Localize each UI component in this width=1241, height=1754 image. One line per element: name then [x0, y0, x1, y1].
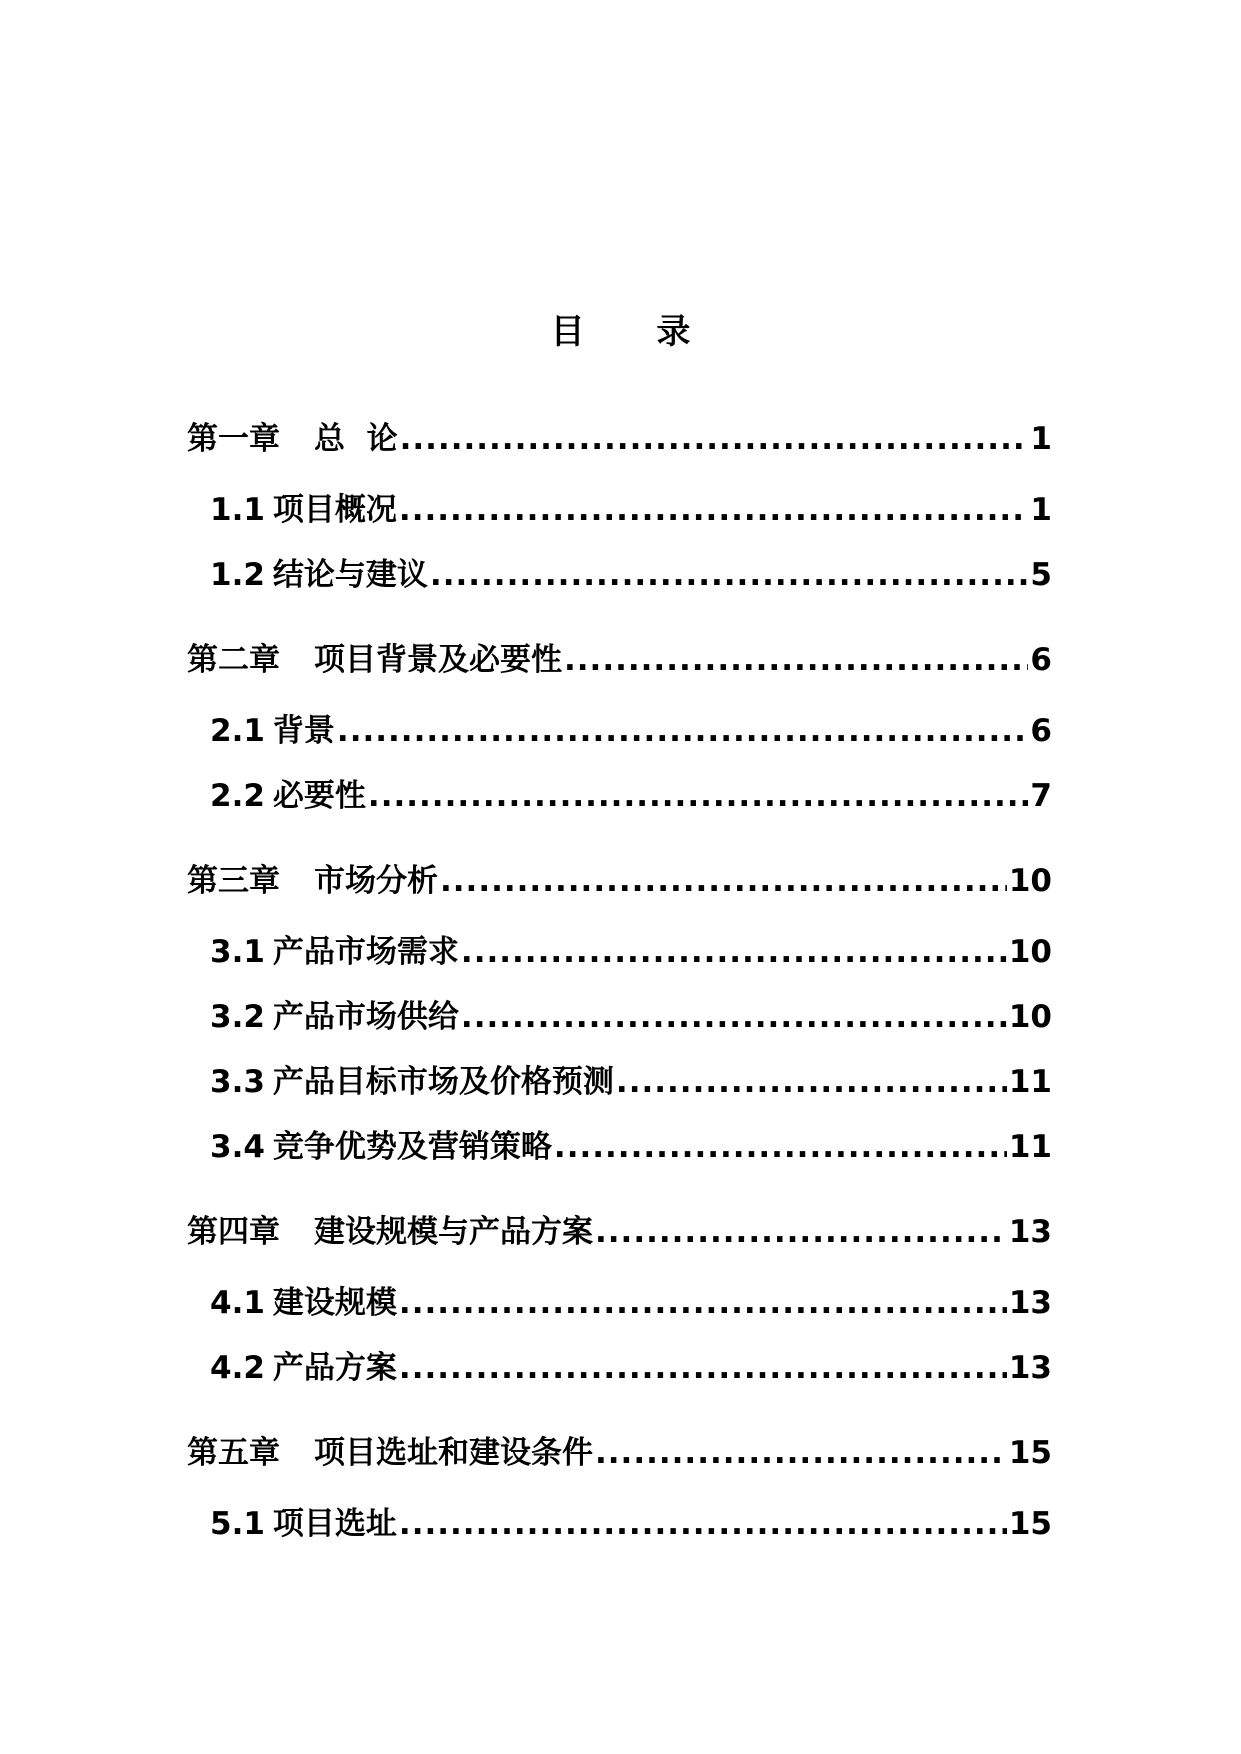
entry-page-number: 11 [1008, 1129, 1052, 1165]
entry-number: 3.2 [210, 999, 265, 1035]
toc-list [187, 400, 1052, 1557]
entry-number: 2.1 [210, 713, 265, 749]
entry-title: 背景 [272, 713, 335, 749]
dot-leader [399, 1271, 1007, 1336]
entry-page-number: 6 [1030, 713, 1052, 749]
entry-page-number: 5 [1030, 557, 1052, 593]
toc-entry-section-3-3[interactable] [187, 1050, 1052, 1115]
entry-title: 竞争优势及营销策略 [272, 1129, 552, 1165]
dot-leader [461, 985, 1007, 1050]
toc-entry-chapter-3[interactable] [187, 842, 1052, 920]
entry-page-number: 7 [1030, 778, 1052, 814]
entry-number: 第三章 [187, 863, 280, 899]
entry-page-number: 15 [1008, 1506, 1052, 1542]
entry-title: 建设规模与产品方案 [314, 1214, 593, 1250]
entry-title: 项目概况 [272, 492, 397, 528]
toc-entry-chapter-4[interactable] [187, 1193, 1052, 1271]
entry-page-number: 11 [1008, 1064, 1052, 1100]
entry-title: 产品市场需求 [272, 934, 459, 970]
entry-title: 总 论 [314, 421, 398, 457]
dot-leader [399, 478, 1029, 543]
entry-number: 3.1 [210, 934, 265, 970]
entry-title: 结论与建议 [272, 557, 428, 593]
entry-number: 第四章 [187, 1214, 280, 1250]
entry-title: 建设规模 [272, 1285, 397, 1321]
entry-number: 2.2 [210, 778, 265, 814]
entry-page-number: 10 [1008, 999, 1052, 1035]
entry-page-number: 1 [1030, 492, 1052, 528]
entry-title: 产品目标市场及价格预测 [272, 1064, 614, 1100]
toc-entry-section-3-1[interactable] [187, 920, 1052, 985]
dot-leader [399, 1336, 1007, 1401]
dot-leader [554, 1115, 1007, 1180]
toc-entry-chapter-1[interactable] [187, 400, 1052, 478]
dot-leader [399, 1492, 1007, 1557]
entry-page-number: 15 [1008, 1435, 1052, 1471]
entry-title: 必要性 [272, 778, 366, 814]
entry-number: 1.1 [210, 492, 265, 528]
entry-number: 4.2 [210, 1350, 265, 1386]
toc-entry-section-3-4[interactable] [187, 1115, 1052, 1193]
entry-number: 1.2 [210, 557, 265, 593]
entry-number: 第二章 [187, 642, 280, 678]
entry-number: 3.4 [210, 1129, 265, 1165]
entry-title: 项目选址 [272, 1506, 397, 1542]
toc-title: 目 录 [550, 312, 721, 352]
dot-leader [564, 621, 1028, 699]
toc-entry-section-1-1[interactable] [187, 478, 1052, 543]
entry-title: 项目背景及必要性 [314, 642, 562, 678]
entry-number: 4.1 [210, 1285, 265, 1321]
entry-page-number: 6 [1030, 642, 1052, 678]
toc-entry-section-3-2[interactable] [187, 985, 1052, 1050]
dot-leader [595, 1193, 1007, 1271]
toc-entry-chapter-2[interactable] [187, 621, 1052, 699]
toc-entry-section-5-1[interactable] [187, 1492, 1052, 1557]
entry-number: 5.1 [210, 1506, 265, 1542]
dot-leader [430, 543, 1029, 608]
dot-leader [595, 1414, 1007, 1492]
dot-leader [368, 764, 1029, 829]
entry-page-number: 13 [1008, 1285, 1052, 1321]
toc-entry-section-4-2[interactable] [187, 1336, 1052, 1414]
entry-page-number: 13 [1008, 1350, 1052, 1386]
entry-number: 第一章 [187, 421, 280, 457]
toc-entry-chapter-5[interactable] [187, 1414, 1052, 1492]
entry-page-number: 10 [1008, 863, 1052, 899]
entry-number: 第五章 [187, 1435, 280, 1471]
entry-title: 项目选址和建设条件 [314, 1435, 593, 1471]
dot-leader [337, 699, 1029, 764]
entry-number: 3.3 [210, 1064, 265, 1100]
entry-page-number: 1 [1030, 421, 1052, 457]
entry-page-number: 10 [1008, 934, 1052, 970]
dot-leader [461, 920, 1007, 985]
entry-page-number: 13 [1008, 1214, 1052, 1250]
entry-title: 产品方案 [272, 1350, 397, 1386]
toc-entry-section-2-1[interactable] [187, 699, 1052, 764]
toc-entry-section-2-2[interactable] [187, 764, 1052, 842]
toc-entry-section-4-1[interactable] [187, 1271, 1052, 1336]
toc-entry-section-1-2[interactable] [187, 543, 1052, 621]
entry-title: 市场分析 [314, 863, 438, 899]
entry-title: 产品市场供给 [272, 999, 459, 1035]
dot-leader [616, 1050, 1007, 1115]
dot-leader [440, 842, 1007, 920]
dot-leader [400, 400, 1029, 478]
